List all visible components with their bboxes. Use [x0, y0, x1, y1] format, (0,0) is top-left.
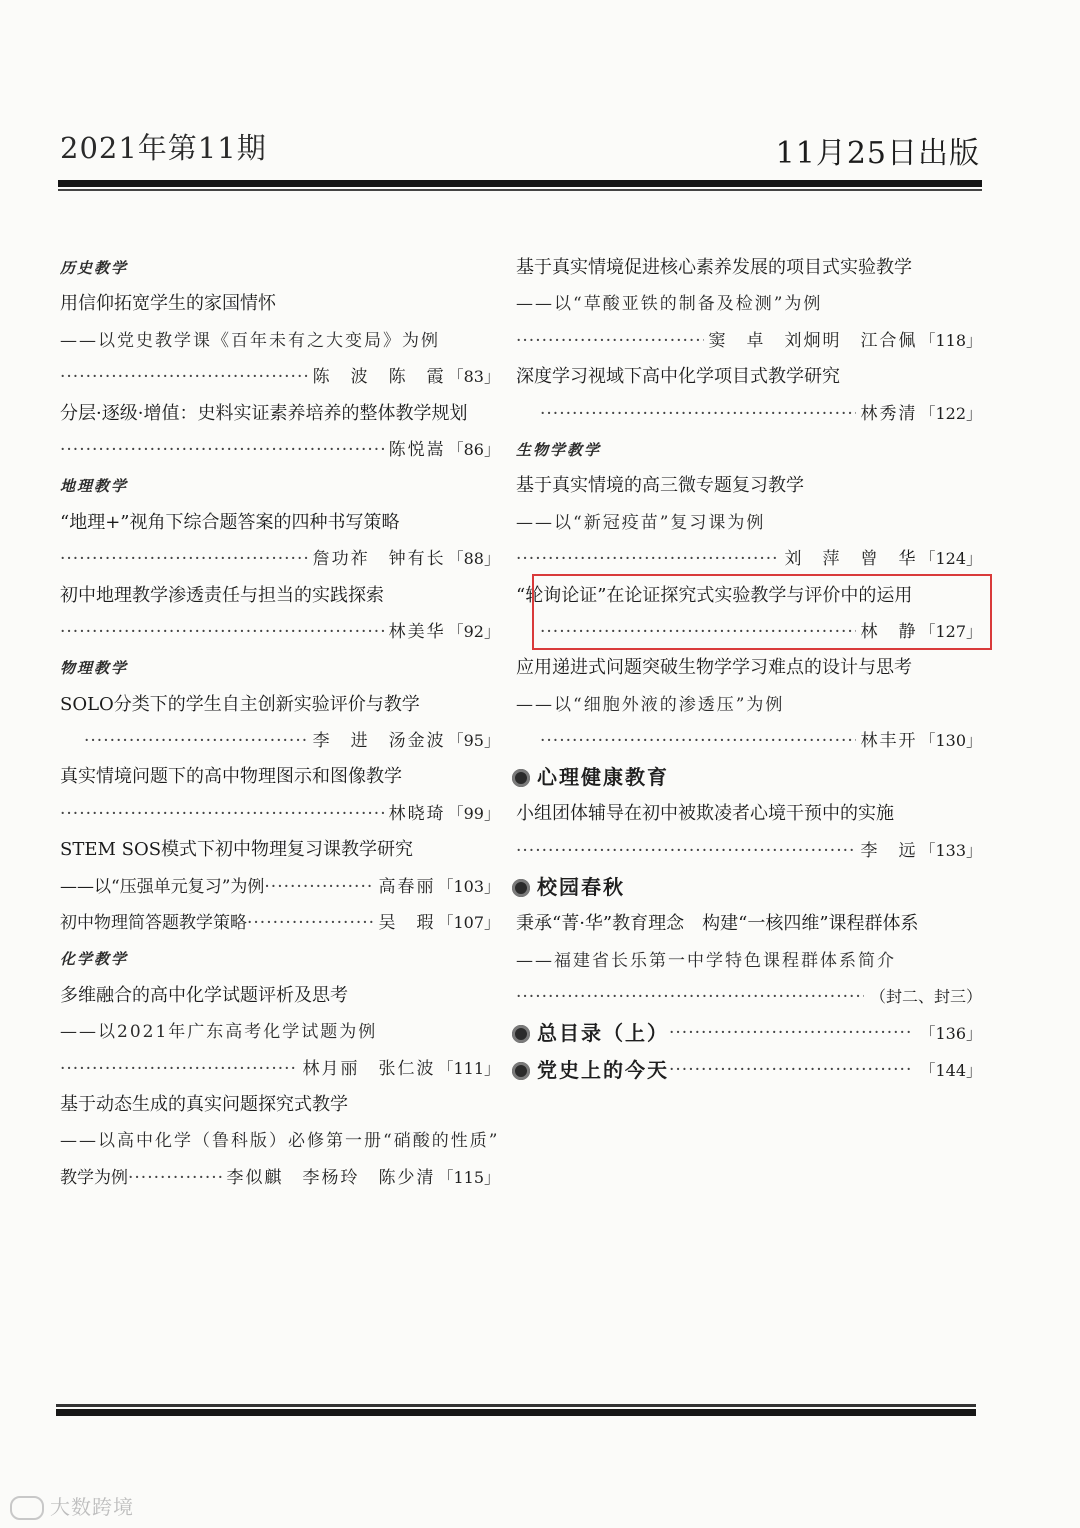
article-title: STEM SOS模式下初中物理复习课教学研究: [60, 839, 414, 861]
page-number: 「136」: [919, 1024, 982, 1044]
dot-leader: [669, 1015, 913, 1052]
article-byline: [60, 359, 500, 395]
article-subtitle: ——以“新冠疫苗”复习课为例: [516, 512, 766, 533]
byline-lead-text: ——以“压强单元复习”为例: [60, 876, 265, 897]
page-number: 「133」: [919, 840, 982, 860]
toc-left-column: [60, 250, 500, 1196]
author-names: 窦 卓 刘炯明 江合佩: [708, 330, 918, 351]
author-names: 林丰开: [860, 731, 918, 752]
bottom-rule: [56, 1409, 976, 1416]
page-number: 「83」: [447, 367, 500, 387]
article-byline: [60, 614, 500, 650]
page-number: 「127」: [919, 621, 982, 641]
article-byline: [516, 541, 982, 577]
page-number: 「124」: [919, 549, 982, 569]
article-subtitle: ——以“草酸亚铁的制备及检测”为例: [516, 294, 823, 315]
article-title: 基于真实情境促进核心素养发展的项目式实验教学: [516, 257, 912, 278]
article-byline: [516, 979, 982, 1015]
page-number: 「111」: [437, 1058, 500, 1078]
dot-leader: [264, 869, 374, 905]
watermark-text: 大数跨境: [50, 1494, 134, 1519]
dot-leader: [60, 432, 385, 468]
author-names: 刘 萍 曾 华: [784, 549, 918, 570]
article-byline: [60, 869, 500, 905]
dot-leader: [128, 1160, 222, 1196]
article-byline: [60, 796, 500, 832]
dot-leader: [540, 723, 856, 759]
article-title: 基于动态生成的真实问题探究式教学: [60, 1093, 348, 1115]
article-title: 真实情境问题下的高中物理图示和图像教学: [60, 766, 402, 788]
article-title: “轮询论证”在论证探究式实验教学与评价中的运用: [516, 584, 913, 606]
page-number: 「99」: [447, 803, 500, 823]
toc-right-column: [516, 250, 982, 1089]
bottom-rule-thin: [56, 1404, 976, 1407]
article-title: 小组团体辅导在初中被欺凌者心境干预中的实施: [516, 803, 894, 825]
page-number: 「118」: [919, 330, 982, 350]
top-rule: [58, 180, 982, 187]
article-byline: [60, 905, 500, 941]
dot-leader: [60, 614, 385, 650]
dot-leader: [516, 541, 780, 577]
publication-date: 11月25日出版: [775, 136, 980, 171]
highlight-box: [532, 574, 992, 650]
dot-leader: [247, 905, 374, 941]
dot-leader: [669, 1052, 913, 1089]
column-heading-entry: [512, 1052, 982, 1089]
watermark-logo-icon: [10, 1496, 44, 1520]
author-names: 林美华: [388, 621, 446, 642]
page-number: 「103」: [437, 876, 500, 896]
article-title: SOLO分类下的学生自主创新实验评价与教学: [60, 693, 420, 715]
dot-leader: [516, 323, 704, 359]
section-heading: 地理教学: [60, 477, 129, 496]
article-byline: [60, 1160, 500, 1196]
author-names: 高春丽: [378, 876, 436, 897]
page-number: 「144」: [919, 1061, 982, 1081]
page-number: 「95」: [447, 731, 500, 751]
article-title: 深度学习视域下高中化学项目式教学研究: [516, 366, 840, 388]
author-names: 李 远: [860, 840, 918, 861]
article-title: 初中地理教学渗透责任与担当的实践探索: [60, 584, 384, 606]
article-byline: [516, 396, 982, 432]
column-heading-entry: [512, 1015, 982, 1052]
article-title: 秉承“菁·华”教育理念 构建“一核四维”课程群体系: [516, 913, 919, 935]
section-heading: 历史教学: [60, 259, 129, 277]
article-title: “地理+”视角下综合题答案的四种书写策略: [60, 511, 400, 533]
page-number: 「115」: [437, 1167, 500, 1187]
page-number: 「92」: [447, 621, 500, 641]
article-subtitle: ——以“细胞外液的渗透压”为例: [516, 694, 785, 715]
column-heading-text: 校园春秋: [537, 875, 625, 900]
author-names: 陈悦嵩: [388, 439, 446, 460]
page-number: 「88」: [447, 549, 500, 569]
article-title: 多维融合的高中化学试题评析及思考: [60, 984, 348, 1006]
dot-leader: [60, 1051, 298, 1087]
bullet-icon: [512, 879, 530, 897]
author-names: 陈 波 陈 霞: [312, 367, 446, 388]
author-names: 林晓琦: [388, 803, 446, 824]
section-heading: 物理教学: [60, 659, 129, 678]
top-rule-thin: [58, 189, 982, 191]
article-byline: [60, 723, 500, 759]
author-names: 李似麒 李杨玲 陈少清: [226, 1167, 436, 1188]
dot-leader: [60, 541, 309, 577]
page-number: 「122」: [919, 403, 982, 423]
author-names: 林月丽 张仁波: [302, 1058, 436, 1079]
page-number: （封二、封三）: [869, 987, 982, 1007]
dot-leader: [84, 723, 309, 759]
bullet-icon: [512, 1062, 530, 1080]
column-heading-text: 党史上的今天: [537, 1058, 669, 1083]
article-byline: [516, 323, 982, 359]
article-title: 分层·逐级·增值：史料实证素养培养的整体教学规划: [60, 402, 468, 424]
bullet-icon: [512, 1025, 530, 1043]
dot-leader: [60, 796, 385, 832]
column-heading: [512, 869, 982, 906]
article-byline: [516, 833, 982, 869]
watermark: [10, 1491, 134, 1521]
page-number: 「86」: [447, 439, 500, 459]
byline-lead-text: 初中物理简答题教学策略: [60, 913, 247, 934]
article-title: 用信仰拓宽学生的家国情怀: [60, 293, 276, 315]
bullet-icon: [512, 769, 530, 787]
dot-leader: [540, 396, 856, 432]
page-number: 「130」: [919, 731, 982, 751]
dot-leader: [516, 833, 856, 869]
article-byline: [516, 723, 982, 759]
article-subtitle: ——以2021年广东高考化学试题为例: [60, 1022, 378, 1043]
article-byline: [60, 1051, 500, 1087]
article-subtitle: ——以党史教学课《百年未有之大变局》为例: [60, 330, 440, 351]
issue-label: 2021年第11期: [60, 131, 267, 165]
article-subtitle: ——以高中化学（鲁科版）必修第一册“硝酸的性质”: [60, 1131, 500, 1152]
article-title: 应用递进式问题突破生物学学习难点的设计与思考: [516, 657, 912, 679]
byline-lead-text: 教学为例: [60, 1167, 128, 1188]
article-title: 基于真实情境的高三微专题复习教学: [516, 475, 804, 497]
author-names: 林 静: [860, 621, 918, 642]
author-names: 林秀清: [860, 403, 918, 424]
column-heading-text: 心理健康教育: [537, 765, 669, 790]
dot-leader: [516, 979, 864, 1015]
article-subtitle: ——福建省长乐第一中学特色课程群体系简介: [516, 950, 896, 971]
section-heading: 化学教学: [60, 950, 129, 969]
dot-leader: [60, 359, 309, 395]
author-names: 詹功祚 钟有长: [312, 549, 446, 570]
article-byline: [60, 432, 500, 468]
column-heading: [512, 759, 982, 796]
section-heading: 生物学教学: [516, 440, 602, 459]
page-number: 「107」: [437, 913, 500, 933]
column-heading-text: 总目录（上）: [537, 1021, 669, 1046]
author-names: 吴 瑕: [378, 913, 436, 934]
article-byline: [60, 541, 500, 577]
author-names: 李 进 汤金波: [312, 731, 446, 752]
